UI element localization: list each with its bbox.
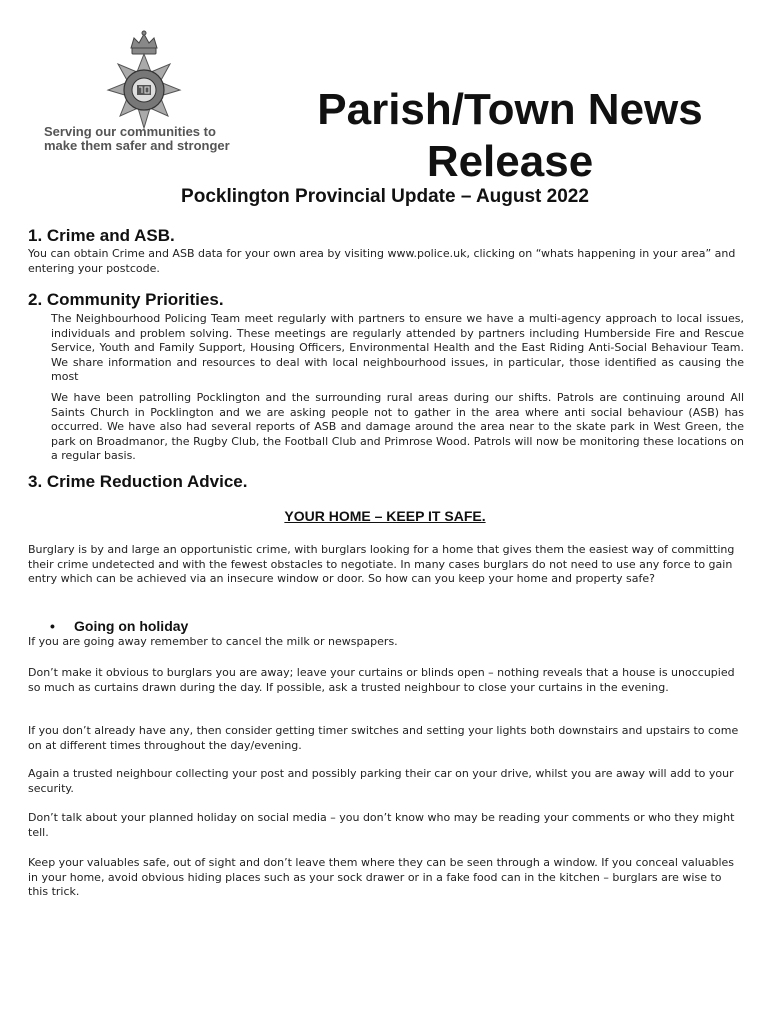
section-heading-crime-reduction: 3. Crime Reduction Advice. [28, 472, 248, 491]
holiday-paragraph-5: Don’t talk about your planned holiday on social media – you don’t know who may be reading your comments or who they might tell. [28, 811, 735, 839]
section-heading-crime-asb: 1. Crime and ASB. [28, 226, 175, 245]
holiday-paragraph-1: If you are going away remember to cancel the milk or newspapers. [28, 635, 398, 648]
title-line-2: Release [426, 137, 594, 186]
tagline-line-1: Serving our communities to [44, 124, 216, 139]
humberside-police-crest-icon [98, 30, 190, 130]
tagline-line-2: make them safer and stronger [44, 138, 230, 153]
page-subtitle: Pocklington Provincial Update – August 2022 [181, 186, 589, 207]
community-paragraph-2: We have been patrolling Pocklington and the surrounding rural areas during our shifts. Patrols are continuing around All Saints Church in Pocklington and we are asking people not to gather in the area where anti social behaviour (ASB) has occurred. We have also had several reports of ASB and damage around the area near to the skate park in West Green, the park on Broadmanor, the Rugby Club, the Football Club and Primrose Wood. Patrols will now be monitoring these locations on a regular basis. [51, 391, 744, 462]
bullet-label: Going on holiday [74, 618, 189, 634]
holiday-paragraph-6: Keep your valuables safe, out of sight and don’t leave them where they can be seen through a window. If you conceal valuables in your home, avoid obvious hiding places such as your sock drawer or in a fake food can in the kitchen – burglars are wise to this trick. [28, 856, 734, 898]
your-home-subheading: YOUR HOME – KEEP IT SAFE. [284, 508, 486, 524]
community-paragraph-1: The Neighbourhood Policing Team meet regularly with partners to ensure we have a multi-agency approach to local issues, individuals and problem solving. These meetings are regularly attended by partners including Humberside Fire and Rescue Service, Youth and Family Support, Housing Officers, Environmental Health and the East Riding Anti-Social Behaviour Team. We share information and resources to deal with local neighbourhood issues, in particular, those identified as causing the most [51, 312, 744, 383]
holiday-paragraph-4: Again a trusted neighbour collecting your post and possibly parking their car on your drive, whilst you are away will add to your security. [28, 767, 734, 795]
tagline [44, 125, 274, 153]
holiday-paragraph-2: Don’t make it obvious to burglars you are away; leave your curtains or blinds open – nothing reveals that a house is unoccupied so much as curtains drawn during the day. If possible, ask a trusted neighbour to close your curtains in the evening. [28, 666, 735, 694]
section-heading-community: 2. Community Priorities. [28, 290, 224, 309]
page-title [290, 84, 730, 188]
holiday-paragraph-3: If you don’t already have any, then consider getting timer switches and setting your lights both downstairs and upstairs to come on at different times throughout the day/evening. [28, 724, 739, 752]
crime-asb-body: You can obtain Crime and ASB data for your own area by visiting www.police.uk, clicking on “whats happening in your area” and entering your postcode. [28, 247, 736, 275]
bullet-dot: • [50, 618, 55, 634]
burglary-intro: Burglary is by and large an opportunistic crime, with burglars looking for a home that gives them the easiest way of committing their crime undetected and with the fewest obstacles to negotiate. In many cases burglars do not need to use any force to gain entry which can be achieved via an insecure window or door. So how can you keep your home and property safe? [28, 543, 735, 585]
title-line-1: Parish/Town News [317, 85, 703, 134]
going-on-holiday-bullet [50, 618, 188, 634]
